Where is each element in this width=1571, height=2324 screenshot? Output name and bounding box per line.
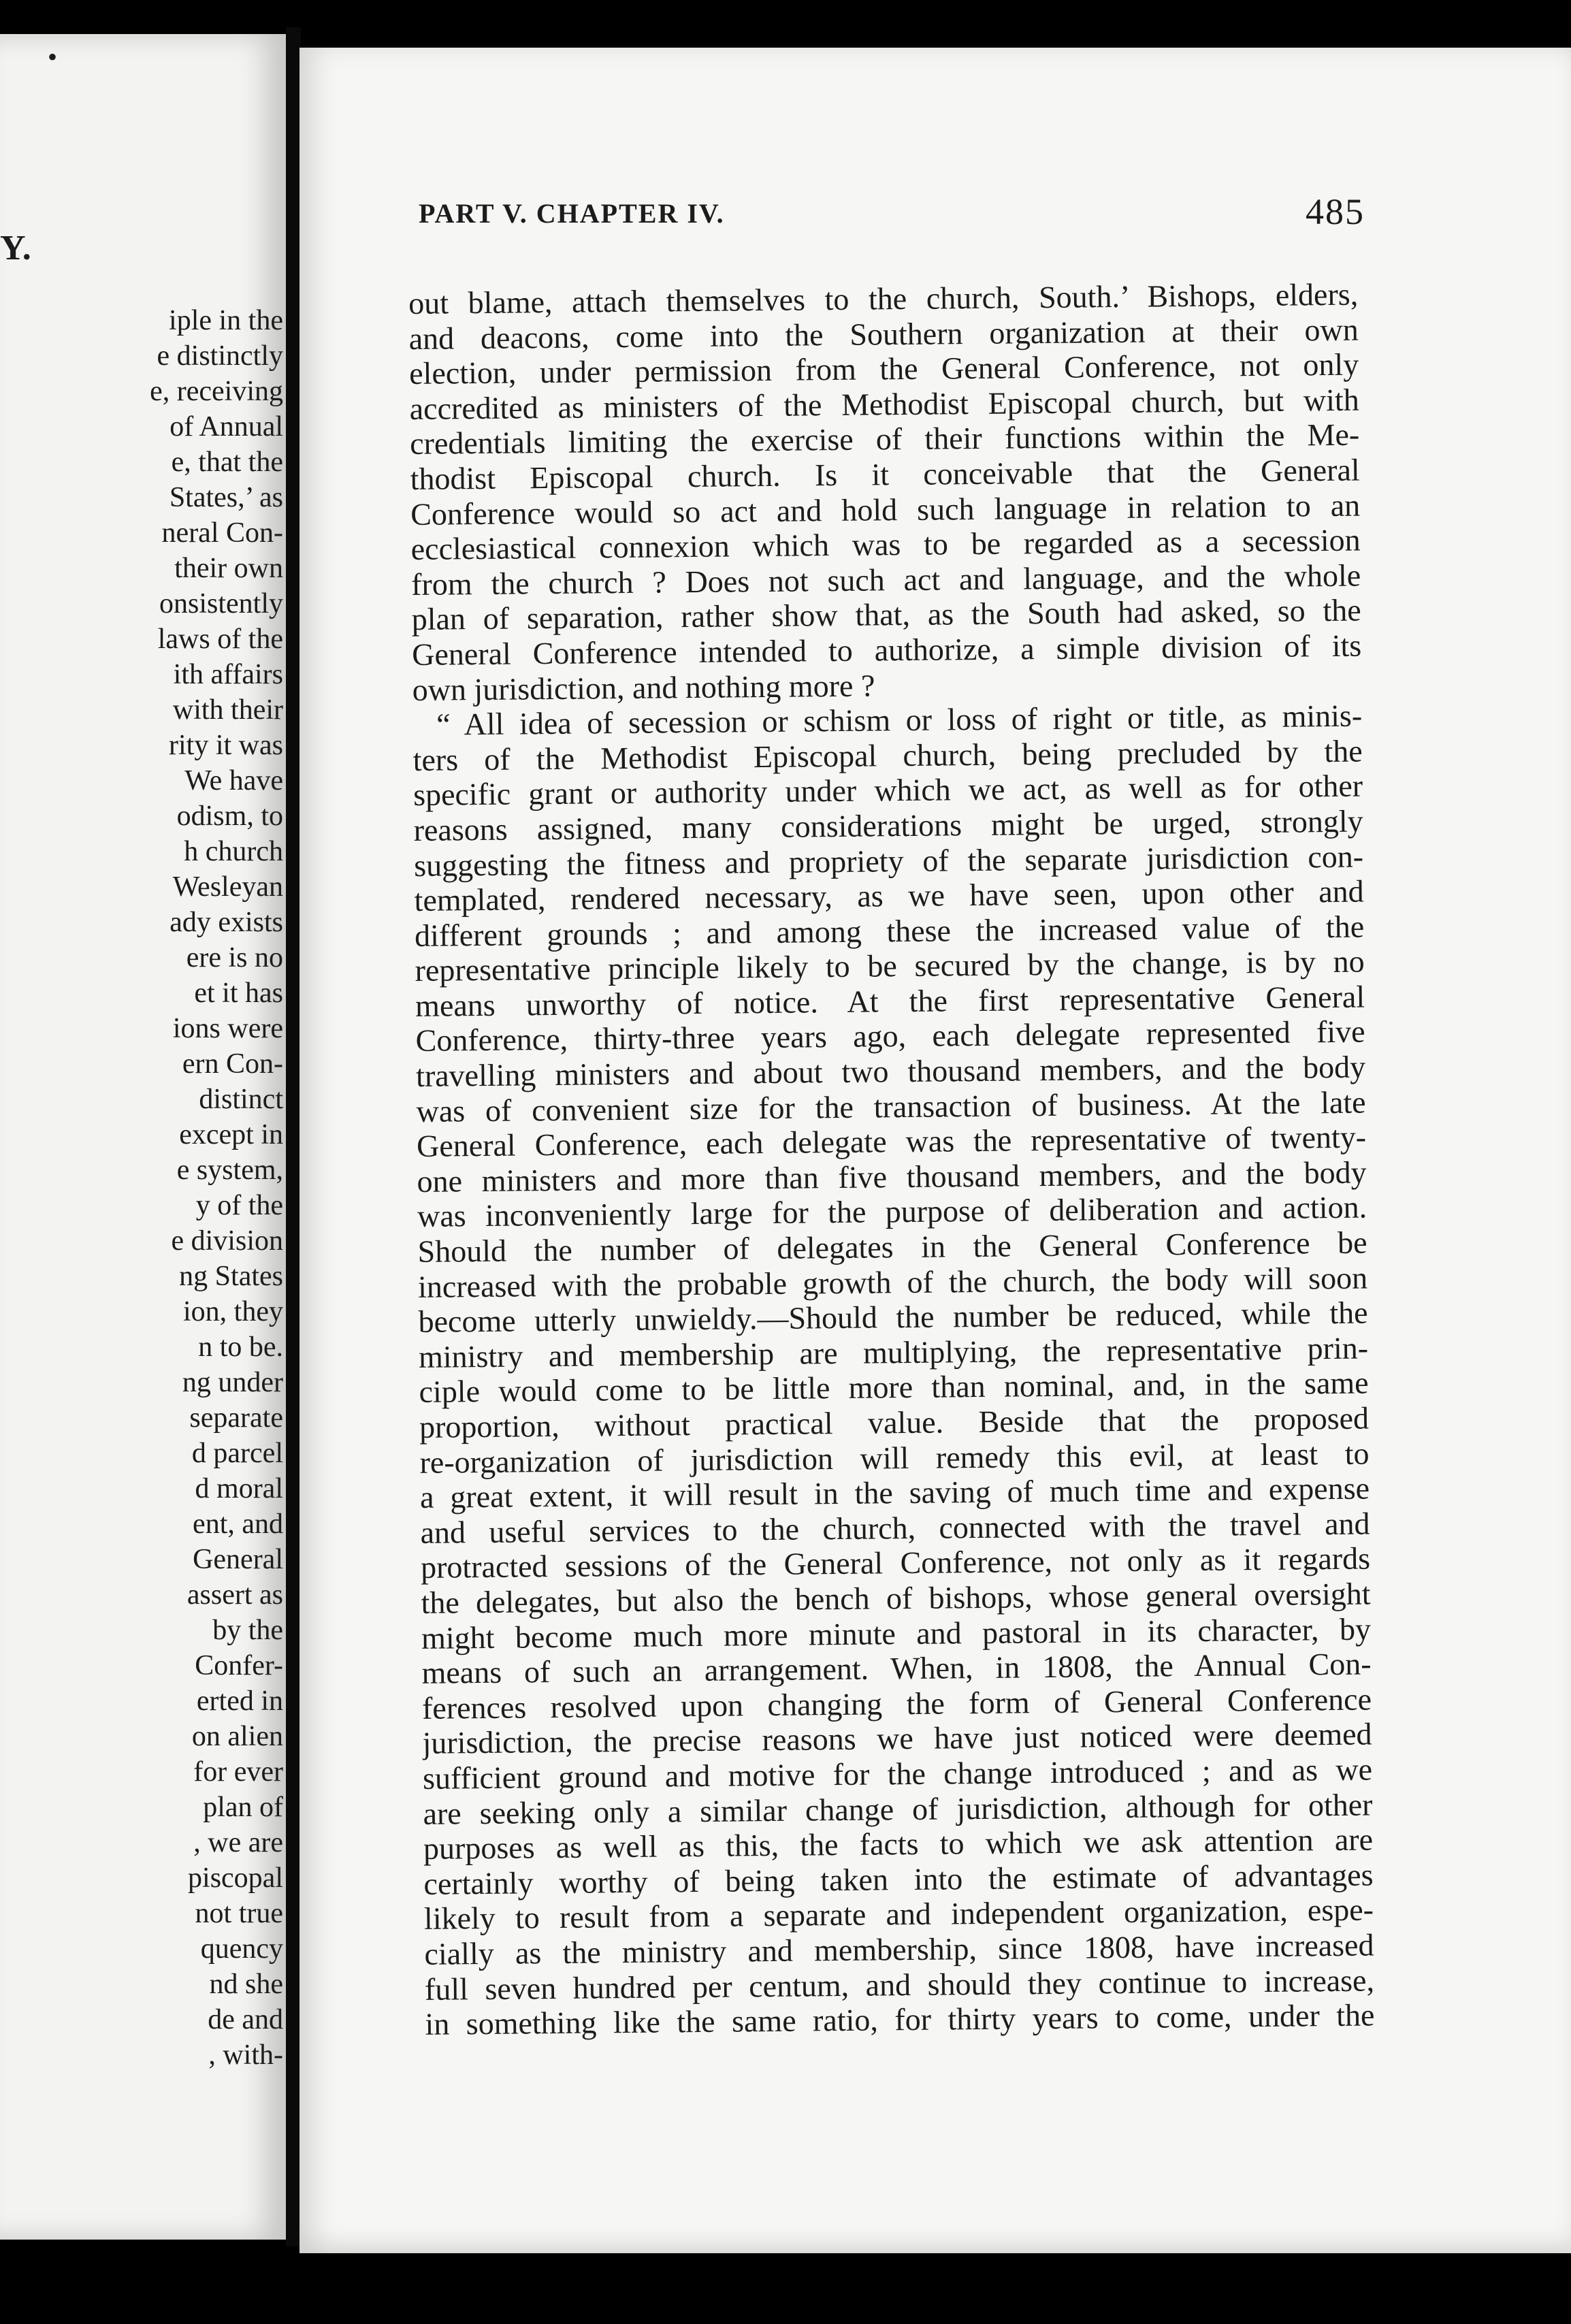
text-line: increased with the probable growth of the church, the body will soon <box>417 1260 1368 1304</box>
text-line: Conference would so act and hold such language in relation to an <box>410 487 1361 532</box>
left-text-line: ady exists <box>169 907 283 938</box>
left-text-line: de and <box>208 2004 283 2035</box>
text-line: might become much more minute and pastoral in its character, by <box>421 1611 1372 1656</box>
text-line: cially as the ministry and membership, since 1808, have increased <box>424 1927 1374 1971</box>
text-line: in something like the same ratio, for thirty years to come, under the <box>425 1997 1375 2041</box>
left-text-line: laws of the <box>157 624 283 655</box>
text-line: plan of separation, rather show that, as the South had asked, so the <box>411 592 1361 637</box>
left-text-line: with their <box>172 694 283 726</box>
text-line: travelling ministers and about two thousand members, and the body <box>415 1049 1366 1094</box>
running-head <box>419 191 1365 238</box>
text-line: certainly worthy of being taken into the estimate of advantages <box>423 1857 1374 1901</box>
text-line: was inconveniently large for the purpose of deliberation and action. <box>417 1189 1367 1234</box>
text-line: “ All idea of secession or schism or loss of right or title, as minis- <box>436 698 1363 742</box>
text-line: full seven hundred per centum, and should they continue to increase, <box>424 1962 1375 2007</box>
left-text-line: on alien <box>191 1721 283 1752</box>
left-text-line: d parcel <box>191 1438 283 1469</box>
left-text-line: , we are <box>193 1827 283 1858</box>
text-line: the delegates, but also the bench of bishops, whose general oversight <box>421 1576 1371 1620</box>
text-line: specific grant or authority under which we act, as well as for other <box>412 768 1363 813</box>
left-text-line: e system, <box>176 1155 283 1186</box>
left-text-line: not true <box>195 1898 283 1929</box>
text-line: ters of the Methodist Episcopal church, being precluded by the <box>412 733 1363 777</box>
left-text-line: onsistently <box>159 588 283 619</box>
text-line: ciple would come to be little more than nominal, and, in the same <box>419 1365 1369 1410</box>
left-text-line: Confer- <box>195 1650 283 1681</box>
left-text-line: ern Con- <box>182 1048 283 1080</box>
body-text <box>408 277 1375 2042</box>
text-line: thodist Episcopal church. Is it conceivable that the General <box>410 452 1360 496</box>
left-text-line: Wesleyan <box>172 871 283 903</box>
left-text-line: e, receiving <box>150 376 283 407</box>
text-line: likely to result from a separate and independent organization, espe- <box>423 1892 1374 1937</box>
left-page-text <box>0 303 283 2073</box>
left-page-heading: Y. <box>0 229 31 268</box>
left-text-line: nd she <box>209 1969 283 2000</box>
left-text-line: plan of <box>203 1792 283 1823</box>
left-text-line: rity it was <box>169 730 283 761</box>
left-text-line: We have <box>184 765 283 796</box>
text-line: ecclesiastical connexion which was to be regarded as a secession <box>410 522 1361 567</box>
page-number: 485 <box>1306 191 1365 232</box>
text-line: Conference, thirty-three years ago, each delegate represented five <box>415 1014 1365 1059</box>
text-line: and useful services to the church, connected with the travel and <box>420 1506 1370 1550</box>
text-line: ferences resolved upon changing the form of General Conference <box>421 1681 1372 1726</box>
left-text-line: ion, they <box>183 1296 283 1327</box>
text-line: credentials limiting the exercise of their functions within the Me- <box>409 417 1360 462</box>
left-text-line: y of the <box>195 1190 283 1221</box>
book-spine <box>286 27 301 2246</box>
text-line: from the church ? Does not such act and language, and the whole <box>410 558 1361 602</box>
text-line: proportion, without practical value. Beside that the proposed <box>419 1400 1370 1445</box>
left-text-line: piscopal <box>188 1862 283 1894</box>
text-line: reasons assigned, many considerations might be urged, strongly <box>413 803 1363 848</box>
left-text-line: of Annual <box>169 411 283 442</box>
text-line: suggesting the fitness and propriety of the separate jurisdiction con- <box>413 839 1364 883</box>
left-text-line: General <box>193 1544 283 1575</box>
text-line: and deacons, come into the Southern organization at their own <box>408 312 1359 356</box>
left-page <box>0 34 286 2240</box>
text-line: templated, rendered necessary, as we have seen, upon other and <box>414 873 1364 918</box>
text-line: become utterly unwieldy.—Should the number be reduced, while the <box>418 1295 1368 1340</box>
left-text-line: States,’ as <box>169 482 283 513</box>
left-text-line: erted in <box>196 1685 283 1717</box>
left-text-line: odism, to <box>176 801 283 832</box>
left-text-line: e distinctly <box>157 340 283 372</box>
text-line: purposes as well as this, the facts to which we ask attention are <box>423 1822 1374 1867</box>
text-line: General Conference intended to authorize, a simple division of its <box>411 628 1362 672</box>
left-text-line: ent, and <box>193 1508 283 1540</box>
left-text-line: et it has <box>194 978 283 1009</box>
left-text-line: ng under <box>182 1367 283 1398</box>
text-line: different grounds ; and among these the increased value of the <box>414 909 1365 953</box>
text-line: ministry and membership are multiplying, the representative prin- <box>418 1330 1369 1374</box>
left-text-line: h church <box>184 836 283 867</box>
page-marker: • <box>48 42 58 72</box>
text-line: was of convenient size for the transaction of business. At the late <box>416 1084 1366 1129</box>
chapter-title: PART V. CHAPTER IV. <box>419 198 725 229</box>
text-line: out blame, attach themselves to the church, South.’ Bishops, elders, <box>408 276 1359 321</box>
text-line: a great extent, it will result in the saving of much time and expense <box>419 1470 1370 1515</box>
left-text-line: their own <box>174 553 283 584</box>
left-text-line: for ever <box>193 1756 283 1788</box>
text-line: re-organization of jurisdiction will remedy this evil, at least to <box>419 1436 1370 1480</box>
left-text-line: by the <box>212 1615 283 1646</box>
text-line: means unworthy of notice. At the first representative General <box>415 979 1365 1023</box>
text-line: own jurisdiction, and nothing more ? <box>412 667 875 707</box>
left-text-line: n to be. <box>198 1332 283 1363</box>
text-line: accredited as ministers of the Methodist Episcopal church, but with <box>409 382 1359 426</box>
left-text-line: assert as <box>187 1579 283 1611</box>
left-text-line: ng States <box>179 1261 283 1292</box>
left-text-line: neral Con- <box>161 517 283 549</box>
left-text-line: d moral <box>195 1473 283 1504</box>
left-text-line: distinct <box>199 1084 283 1115</box>
text-line: means of such an arrangement. When, in 1808, the Annual Con- <box>421 1646 1372 1691</box>
text-line: Should the number of delegates in the General Conference be <box>417 1225 1367 1269</box>
left-text-line: quency <box>200 1933 283 1965</box>
text-line: jurisdiction, the precise reasons we have just noticed were deemed <box>422 1716 1372 1761</box>
left-text-line: ere is no <box>186 942 283 973</box>
text-line: General Conference, each delegate was the representative of twenty- <box>416 1119 1367 1164</box>
left-text-line: e, that the <box>171 447 283 478</box>
text-line: one ministers and more than five thousand members, and the body <box>417 1155 1367 1199</box>
left-text-line: ions were <box>172 1013 283 1044</box>
left-text-line: except in <box>179 1119 283 1150</box>
left-text-line: ith affairs <box>173 659 283 690</box>
text-line: protracted sessions of the General Conference, not only as it regards <box>420 1540 1371 1585</box>
left-text-line: iple in the <box>169 305 283 336</box>
text-line: are seeking only a similar change of jurisdiction, although for other <box>423 1787 1373 1831</box>
text-line: sufficient ground and motive for the change introduced ; and as we <box>422 1752 1373 1796</box>
text-line: representative principle likely to be secured by the change, is by no <box>415 943 1365 988</box>
left-text-line: , with- <box>208 2039 283 2071</box>
text-line: election, under permission from the General Conference, not only <box>408 346 1359 391</box>
left-text-line: e division <box>171 1225 283 1257</box>
left-text-line: separate <box>189 1402 283 1434</box>
